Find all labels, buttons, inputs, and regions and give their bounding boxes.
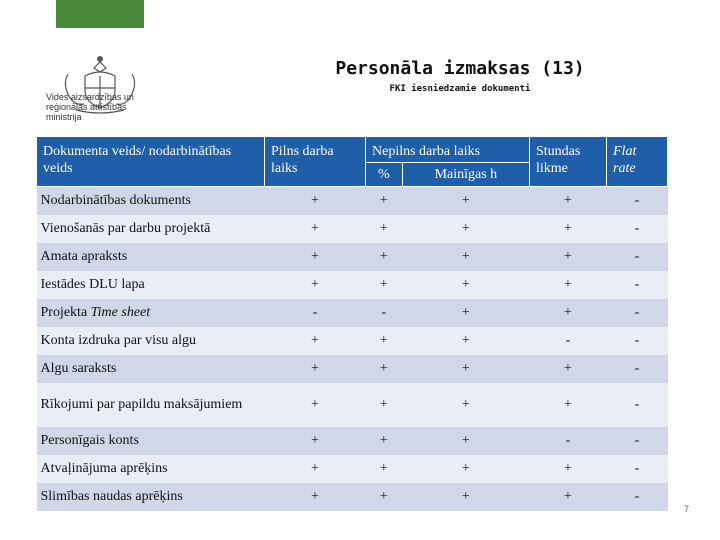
cell-part-hours: + [402, 271, 529, 299]
cell-hourly-rate: + [530, 215, 607, 243]
cell-flat-rate: - [607, 327, 668, 355]
header-part-time: Nepilns darba laiks [366, 137, 530, 163]
cell-flat-rate: - [607, 271, 668, 299]
table-row [37, 427, 668, 455]
cell-flat-rate: - [607, 355, 668, 383]
header-hourly-rate: Stundas likme [530, 137, 607, 187]
row-label: Amata apraksts [37, 243, 265, 271]
header-document-type: Dokumenta veids/ nodarbinātības veids [37, 137, 265, 187]
ministry-line-2: reģionālās attīstības [46, 102, 127, 112]
cell-full-time: + [265, 383, 366, 427]
ministry-line-3: ministrija [46, 112, 82, 122]
cell-hourly-rate: - [530, 427, 607, 455]
header-flat-rate: Flat rate [607, 137, 668, 187]
cell-part-hours: + [402, 327, 529, 355]
row-label: Atvaļinājuma aprēķins [37, 455, 265, 483]
ministry-name [46, 92, 156, 122]
cell-hourly-rate: + [530, 483, 607, 511]
cell-part-percent: + [366, 455, 403, 483]
cell-full-time: + [265, 187, 366, 216]
cell-part-hours: + [402, 215, 529, 243]
cell-full-time: + [265, 271, 366, 299]
table-row [37, 243, 668, 271]
page-title: Personāla izmaksas (13) [335, 58, 585, 79]
table-row [37, 455, 668, 483]
row-label: Konta izdruka par visu algu [37, 327, 265, 355]
cell-full-time: + [265, 215, 366, 243]
header-full-time: Pilns darba laiks [265, 137, 366, 187]
cell-part-hours: + [402, 383, 529, 427]
documents-table [36, 136, 668, 511]
cell-flat-rate: - [607, 215, 668, 243]
row-label: Rīkojumi par papildu maksājumiem [37, 383, 265, 427]
cell-full-time: + [265, 355, 366, 383]
cell-full-time: + [265, 243, 366, 271]
cell-hourly-rate: + [530, 271, 607, 299]
cell-part-hours: + [402, 187, 529, 216]
cell-part-hours: + [402, 299, 529, 327]
cell-flat-rate: - [607, 243, 668, 271]
row-label-italic: Time sheet [90, 305, 151, 320]
cell-flat-rate: - [607, 299, 668, 327]
cell-hourly-rate: + [530, 355, 607, 383]
cell-hourly-rate: + [530, 187, 607, 216]
cell-part-hours: + [402, 427, 529, 455]
table-row [37, 187, 668, 216]
page-subtitle: FKI iesniedzamie dokumenti [389, 84, 531, 94]
cell-part-percent: + [366, 215, 403, 243]
cell-flat-rate: - [607, 483, 668, 511]
table-row [37, 355, 668, 383]
table-row [37, 215, 668, 243]
cell-part-percent: + [366, 355, 403, 383]
row-label: Algu saraksts [37, 355, 265, 383]
table-row [37, 299, 668, 327]
cell-hourly-rate: + [530, 243, 607, 271]
cell-part-percent: + [366, 483, 403, 511]
cell-hourly-rate: + [530, 383, 607, 427]
cell-flat-rate: - [607, 383, 668, 427]
cell-full-time: + [265, 483, 366, 511]
cell-full-time: - [265, 299, 366, 327]
header-part-variable-hours: Mainīgas h [402, 163, 529, 187]
cell-hourly-rate: - [530, 327, 607, 355]
cell-part-percent: + [366, 327, 403, 355]
row-label: Iestādes DLU lapa [37, 271, 265, 299]
table-row [37, 327, 668, 355]
row-label [37, 299, 265, 327]
cell-full-time: + [265, 455, 366, 483]
cell-part-hours: + [402, 355, 529, 383]
row-label: Vienošanās par darbu projektā [37, 215, 265, 243]
cell-flat-rate: - [607, 427, 668, 455]
cell-part-hours: + [402, 455, 529, 483]
cell-part-percent: + [366, 271, 403, 299]
page-number: 7 [684, 504, 690, 514]
cell-full-time: + [265, 427, 366, 455]
cell-part-percent: - [366, 299, 403, 327]
ministry-line-1: Vides aizsardzības un [46, 92, 134, 102]
top-color-bar [56, 0, 144, 28]
cell-part-percent: + [366, 187, 403, 216]
row-label-prefix: Projekta [40, 305, 91, 320]
cell-part-percent: + [366, 427, 403, 455]
cell-part-hours: + [402, 243, 529, 271]
table-row [37, 271, 668, 299]
table-row [37, 383, 668, 427]
cell-part-hours: + [402, 483, 529, 511]
cell-flat-rate: - [607, 455, 668, 483]
row-label: Slimības naudas aprēķins [37, 483, 265, 511]
row-label: Nodarbinātības dokuments [37, 187, 265, 216]
cell-hourly-rate: + [530, 299, 607, 327]
cell-flat-rate: - [607, 187, 668, 216]
cell-part-percent: + [366, 383, 403, 427]
row-label: Personīgais konts [37, 427, 265, 455]
table-row [37, 483, 668, 511]
cell-hourly-rate: + [530, 455, 607, 483]
header-part-percent: % [366, 163, 403, 187]
cell-part-percent: + [366, 243, 403, 271]
cell-full-time: + [265, 327, 366, 355]
